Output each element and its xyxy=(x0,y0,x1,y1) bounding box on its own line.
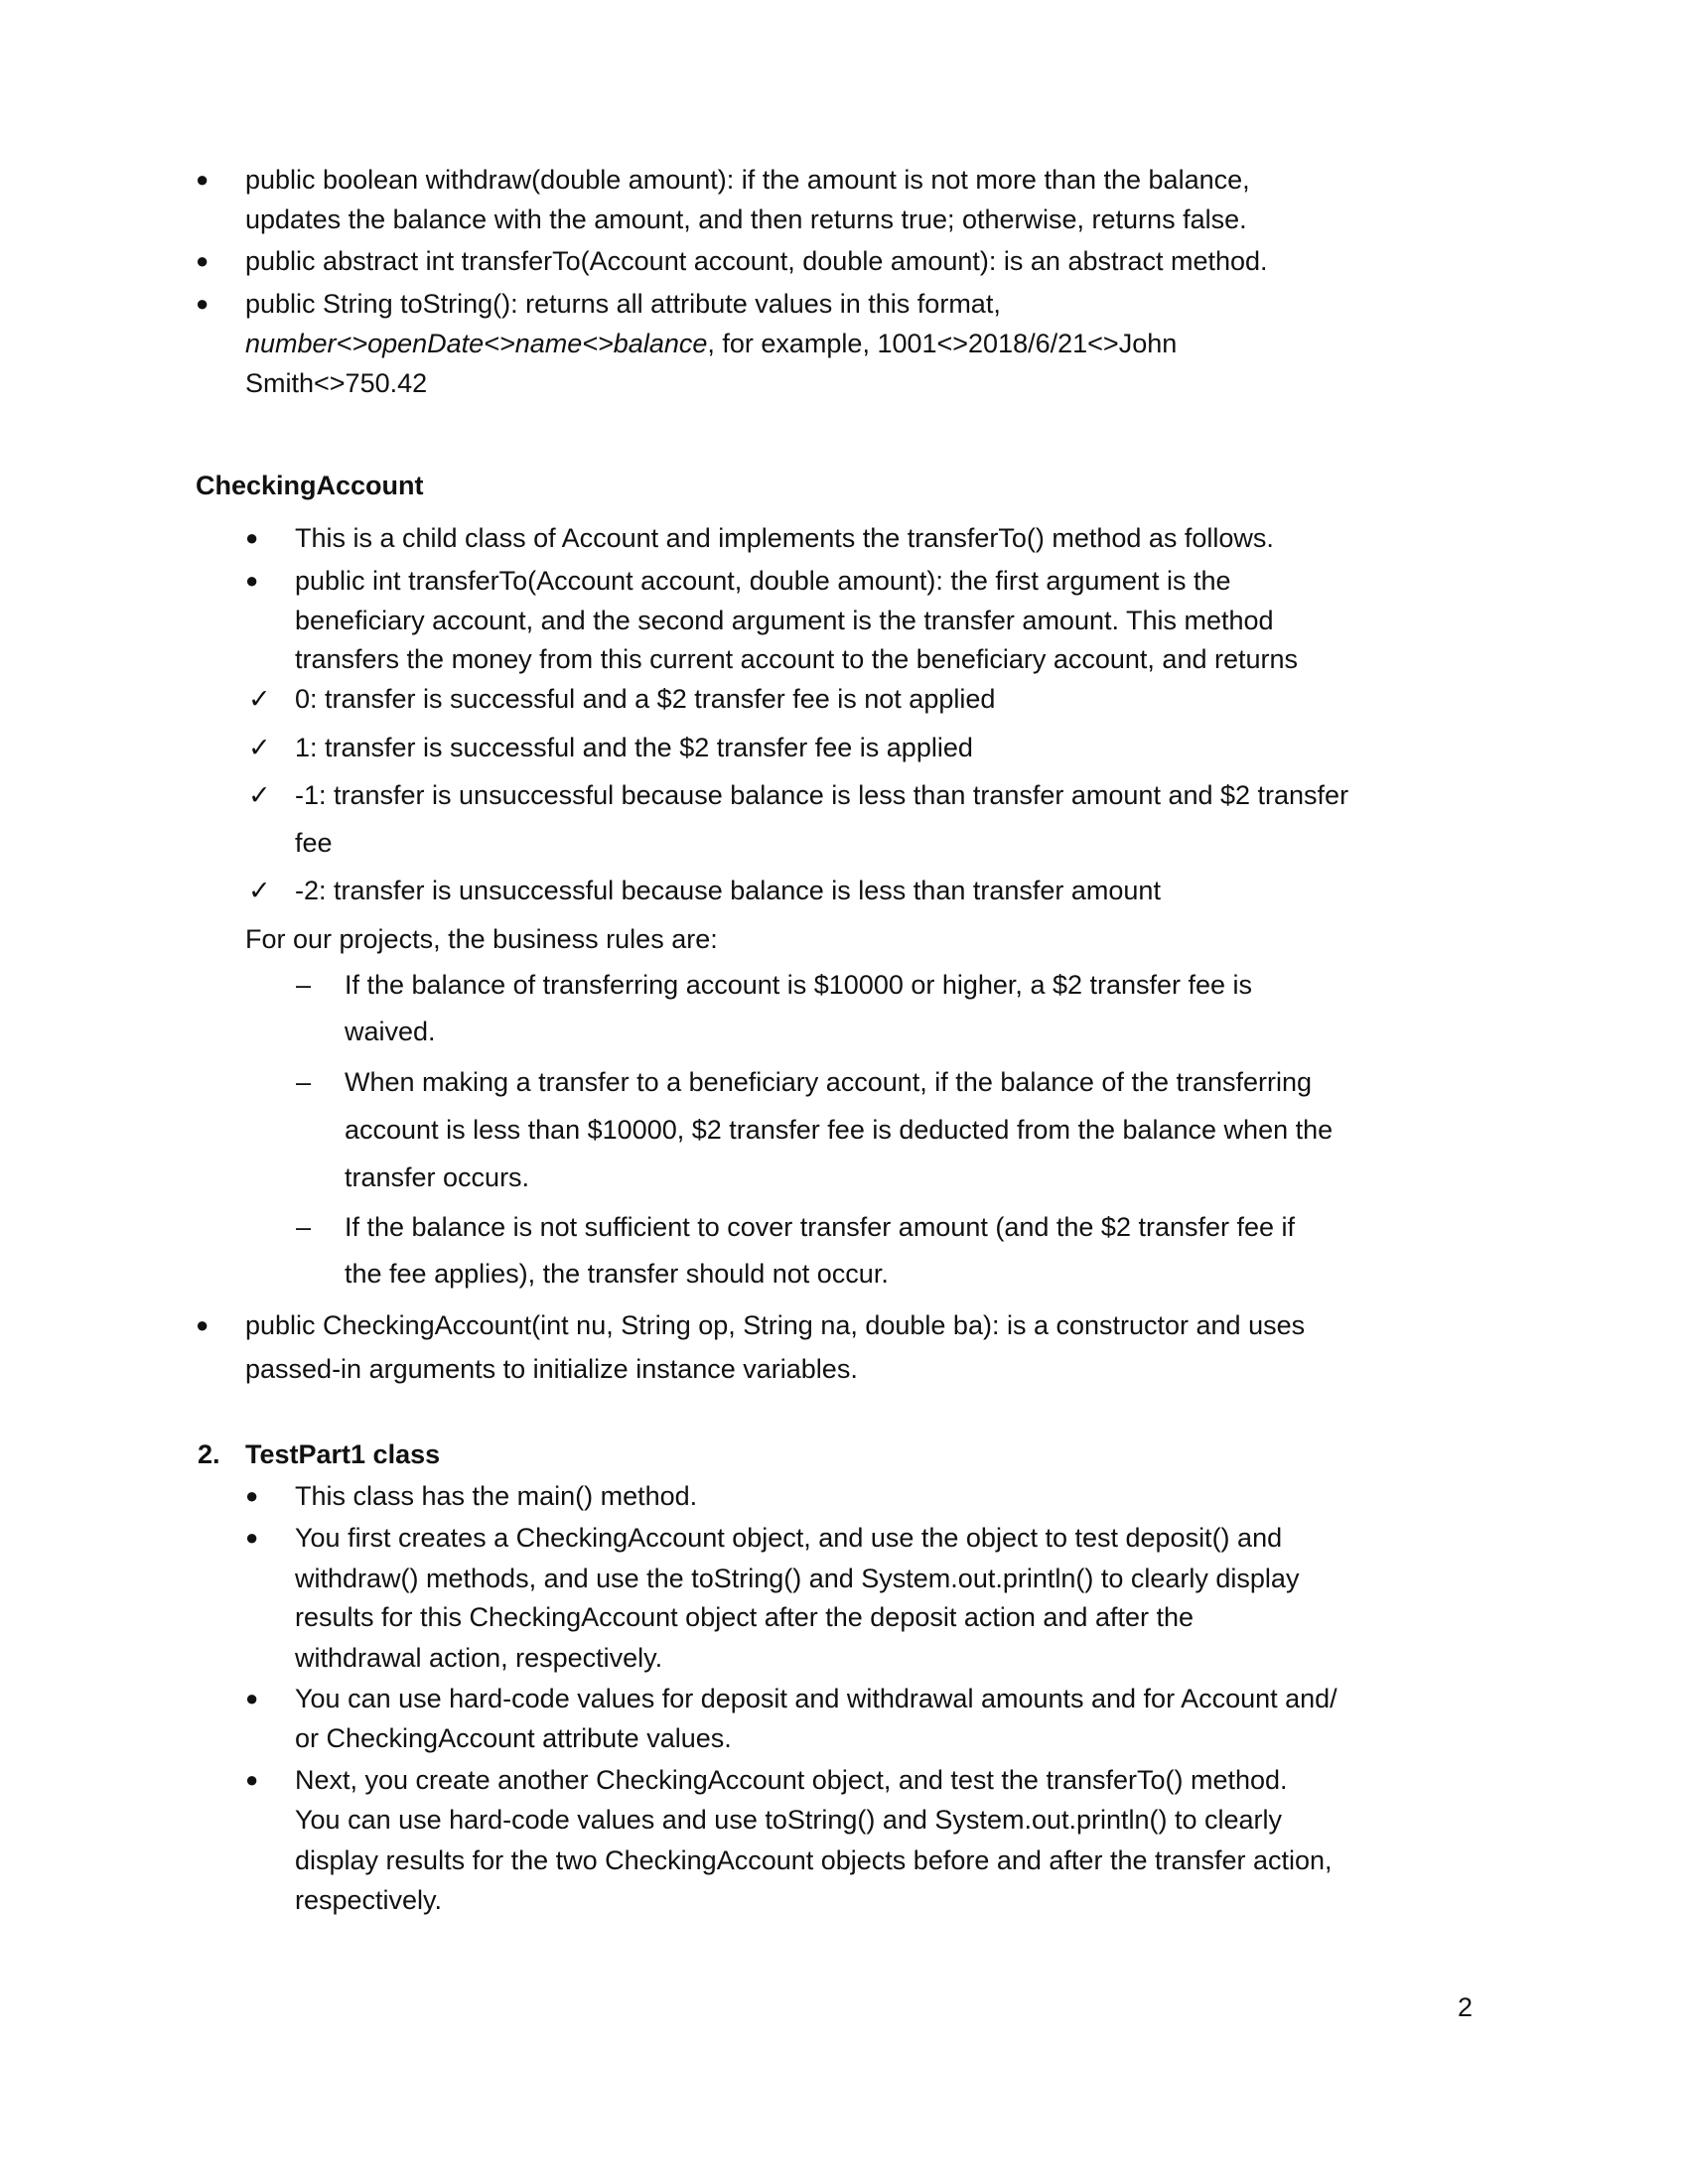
text-line: You can use hard-code values for deposit and withdrawal amounts and for Account and/ xyxy=(295,1684,1337,1713)
bullet-icon: ● xyxy=(196,1312,210,1337)
dash-icon: – xyxy=(296,1067,312,1097)
text-line: public abstract int transferTo(Account account, double amount): is an abstract method. xyxy=(245,246,1268,276)
text-line: transfer occurs. xyxy=(345,1162,530,1192)
check-icon: ✓ xyxy=(248,684,271,714)
bullet-icon: ● xyxy=(245,1686,259,1710)
text-line: withdraw() methods, and use the toString() and System.out.println() to clearly display xyxy=(295,1564,1300,1593)
format-italic: number<>openDate<>name<>balance xyxy=(245,329,708,358)
text-line: Next, you create another CheckingAccount object, and test the transferTo() method. xyxy=(295,1765,1288,1795)
text-line: 1: transfer is successful and the $2 transfer fee is applied xyxy=(295,733,973,762)
check-icon: ✓ xyxy=(248,876,271,905)
text-line: transfers the money from this current account to the beneficiary account, and returns xyxy=(295,644,1299,674)
bullet-icon: ● xyxy=(196,291,210,316)
text-line: withdrawal action, respectively. xyxy=(295,1643,663,1673)
bullet-icon: ● xyxy=(245,525,259,550)
text-line: When making a transfer to a beneficiary account, if the balance of the transferring xyxy=(345,1067,1313,1097)
bullet-icon: ● xyxy=(196,167,210,192)
text-line: -1: transfer is unsuccessful because balance is less than transfer amount and $2 transfer xyxy=(295,780,1349,810)
section-heading: CheckingAccount xyxy=(196,471,424,500)
text-line: respectively. xyxy=(295,1885,443,1915)
text-line: fee xyxy=(295,828,333,858)
page-number: 2 xyxy=(1458,1992,1474,2022)
text-line: This class has the main() method. xyxy=(295,1481,698,1511)
text-line: If the balance of transferring account is $10000 or higher, a $2 transfer fee is xyxy=(345,970,1253,1000)
text-line: or CheckingAccount attribute values. xyxy=(295,1723,732,1753)
check-icon: ✓ xyxy=(248,780,271,810)
dash-icon: – xyxy=(296,1212,312,1242)
bullet-icon: ● xyxy=(245,1483,259,1508)
section-heading: TestPart1 class xyxy=(245,1439,441,1469)
text-line: passed-in arguments to initialize instance variables. xyxy=(245,1354,858,1384)
format-rest: , for example, 1001<>2018/6/21<>John xyxy=(707,329,1178,358)
text-line: 0: transfer is successful and a $2 transfer fee is not applied xyxy=(295,684,996,714)
bullet-icon: ● xyxy=(245,568,259,593)
text-line: updates the balance with the amount, and then returns true; otherwise, returns false. xyxy=(245,205,1247,234)
text-line: For our projects, the business rules are: xyxy=(245,924,718,954)
text-line: the fee applies), the transfer should not occur. xyxy=(345,1259,889,1289)
text-line: This is a child class of Account and implements the transferTo() method as follows. xyxy=(295,523,1274,553)
text-line: waived. xyxy=(345,1017,436,1046)
text-line: display results for the two CheckingAccount objects before and after the transfer action, xyxy=(295,1845,1333,1875)
text-line: You first creates a CheckingAccount object, and use the object to test deposit() and xyxy=(295,1523,1283,1553)
text-line: You can use hard-code values and use toString() and System.out.println() to clearly xyxy=(295,1805,1283,1835)
text-line xyxy=(245,326,1177,361)
text-line: public CheckingAccount(int nu, String op, String na, double ba): is a constructor and uses xyxy=(245,1310,1306,1340)
text-line: account is less than $10000, $2 transfer fee is deducted from the balance when the xyxy=(345,1115,1334,1145)
bullet-icon: ● xyxy=(196,248,210,273)
text-line: -2: transfer is unsuccessful because balance is less than transfer amount xyxy=(295,876,1161,905)
text-line: public int transferTo(Account account, double amount): the first argument is the xyxy=(295,566,1231,596)
bullet-icon: ● xyxy=(245,1525,259,1550)
text-line: If the balance is not sufficient to cover transfer amount (and the $2 transfer fee if xyxy=(345,1212,1296,1242)
text-line: beneficiary account, and the second argument is the transfer amount. This method xyxy=(295,606,1274,635)
text-line: public String toString(): returns all attribute values in this format, xyxy=(245,289,1001,319)
text-line: Smith<>750.42 xyxy=(245,368,428,398)
dash-icon: – xyxy=(296,970,312,1000)
text-line: results for this CheckingAccount object after the deposit action and after the xyxy=(295,1602,1195,1632)
check-icon: ✓ xyxy=(248,733,271,762)
bullet-icon: ● xyxy=(245,1767,259,1792)
text-line: public boolean withdraw(double amount): if the amount is not more than the balance, xyxy=(245,165,1250,195)
section-number: 2. xyxy=(198,1439,220,1469)
